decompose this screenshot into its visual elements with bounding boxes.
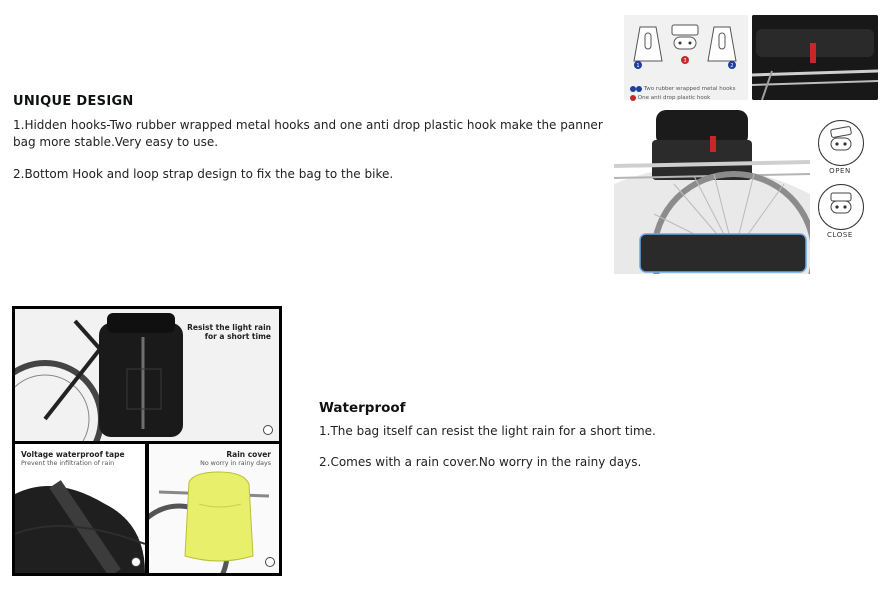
hook-legend-2: One anti drop plastic hook [637,95,711,101]
play-icon [265,557,275,567]
collage-top-panel [15,309,279,441]
play-icon [131,557,141,567]
bag-hook-closeup-photo [752,15,878,100]
hook-legend-row-1 [630,85,748,94]
open-label: OPEN [829,167,851,175]
hook-diagram [624,15,748,100]
close-label: CLOSE [827,231,853,239]
unique-design-title: UNIQUE DESIGN [13,94,134,109]
unique-design-line-1: 1.Hidden hooks-Two rubber wrapped metal hooks and one anti drop plastic hook make the panner bag more stable.Very easy to use. [13,118,603,149]
open-hook-icon [818,120,864,166]
resist-rain-caption [187,323,271,341]
tape-title: Voltage waterproof tape [21,450,125,459]
unique-design-line-2: 2.Bottom Hook and loop strap design to fix the bag to the bike. [13,167,394,181]
resist-rain-caption-1: Resist the light rain [187,323,271,332]
hook-legend-row-2 [630,94,748,103]
close-hook-icon [818,184,864,230]
waterproof-title: Waterproof [319,400,406,416]
collage-raincover-panel [149,444,279,573]
hook-legend [624,85,748,103]
collage-tape-panel [15,444,145,573]
resist-rain-caption-2: for a short time [204,332,271,341]
raincover-title: Rain cover [226,450,271,459]
hooks-illustration [624,15,748,81]
marker-1: 1 [636,63,640,69]
waterproof-collage [12,306,282,576]
tape-subtitle: Prevent the infiltration of rain [21,460,115,467]
waterproof-line-1: 1.The bag itself can resist the light rain for a short time. [319,424,656,438]
raincover-subtitle: No worry in rainy days [200,460,271,467]
hook-legend-1: Two rubber wrapped metal hooks [643,86,736,92]
marker-3: 3 [683,58,687,64]
marker-2: 2 [730,63,734,69]
bike-rack-photo [614,104,810,274]
waterproof-line-2: 2.Comes with a rain cover.No worry in the rainy days. [319,455,642,469]
play-icon [263,425,273,435]
